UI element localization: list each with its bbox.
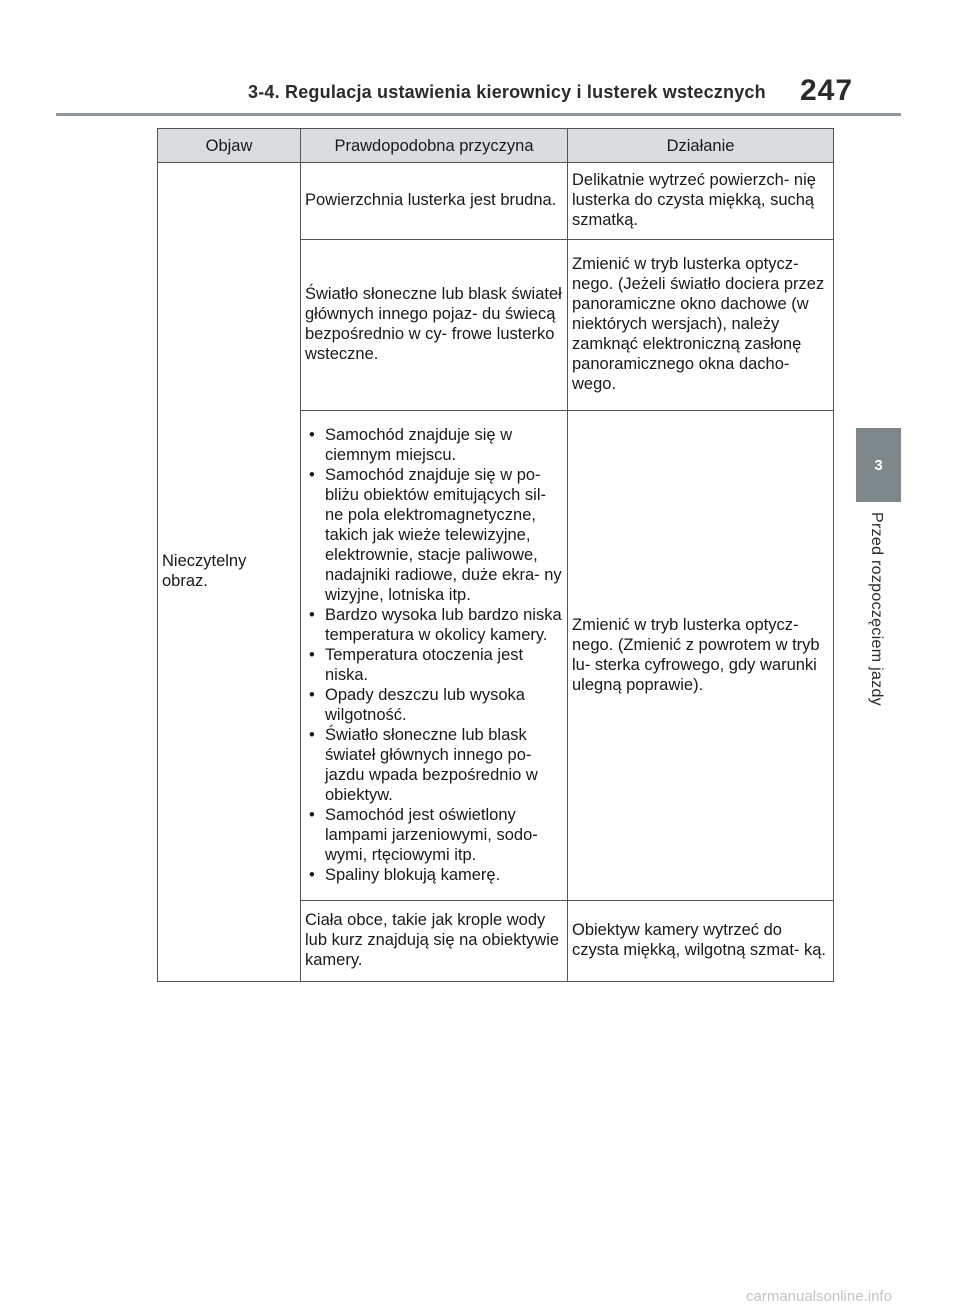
troubleshooting-table bbox=[157, 128, 834, 982]
list-item: • Spaliny blokują kamerę. bbox=[305, 865, 563, 885]
list-item: • Samochód jest oświetlony lampami jarzeniowymi, sodo- wymi, rtęciowymi itp. bbox=[305, 805, 563, 865]
chapter-number: 3 bbox=[874, 456, 883, 474]
action-cell: Zmienić w tryb lusterka optycz- nego. (Jeżeli światło dociera przez panoramiczne okno dachowe (w niektórych wersjach), należy zamknąć elektroniczną zasłonę panoramicznego okna dacho- wego. bbox=[568, 240, 834, 411]
table-row bbox=[158, 163, 834, 240]
table-header-row bbox=[158, 129, 834, 163]
cause-cell: Ciała obce, takie jak krople wody lub kurz znajdują się na obiektywie kamery. bbox=[301, 901, 568, 982]
column-header-symptom: Objaw bbox=[158, 129, 301, 163]
action-cell: Delikatnie wytrzeć powierzch- nię lusterka do czysta miękką, suchą szmatką. bbox=[568, 163, 834, 240]
section-title: 3-4. Regulacja ustawienia kierownicy i lusterek wstecznych bbox=[248, 82, 766, 102]
list-item: • Opady deszczu lub wysoka wilgotność. bbox=[305, 685, 563, 725]
column-header-cause: Prawdopodobna przyczyna bbox=[301, 129, 568, 163]
cause-cell: Powierzchnia lusterka jest brudna. bbox=[301, 163, 568, 240]
symptom-cell: Nieczytelny obraz. bbox=[158, 163, 301, 982]
chapter-tab[interactable] bbox=[856, 428, 901, 502]
action-cell: Zmienić w tryb lusterka optycz- nego. (Zmienić z powrotem w tryb lu- sterka cyfrowego, gdy warunki ulegną poprawie). bbox=[568, 411, 834, 901]
cause-cell: Światło słoneczne lub blask świateł głównych innego pojaz- du świecą bezpośrednio w cy- frowe lusterko wsteczne. bbox=[301, 240, 568, 411]
column-header-action: Działanie bbox=[568, 129, 834, 163]
list-item: • Samochód znajduje się w po- bliżu obiektów emitujących sil- ne pola elektromagnetyczne, takich jak wieże telewizyjne, elektrownie, stacje paliwowe, nadajniki radiowe, duże ekra- ny wizyjne, lotniska itp. bbox=[305, 465, 563, 605]
chapter-label: Przed rozpoczęciem jazdy bbox=[868, 512, 885, 706]
footer-watermark: carmanualsonline.info bbox=[746, 1288, 892, 1305]
list-item: • Światło słoneczne lub blask świateł głównych innego po- jazdu wpada bezpośrednio w obiektyw. bbox=[305, 725, 563, 805]
page-number: 247 bbox=[800, 74, 854, 107]
action-cell: Obiektyw kamery wytrzeć do czysta miękką, wilgotną szmat- ką. bbox=[568, 901, 834, 982]
list-item: • Temperatura otoczenia jest niska. bbox=[305, 645, 563, 685]
header-divider bbox=[56, 113, 901, 116]
cause-list bbox=[305, 425, 563, 885]
list-item: • Bardzo wysoka lub bardzo niska temperatura w okolicy kamery. bbox=[305, 605, 563, 645]
cause-cell bbox=[301, 411, 568, 901]
list-item: • Samochód znajduje się w ciemnym miejscu. bbox=[305, 425, 563, 465]
